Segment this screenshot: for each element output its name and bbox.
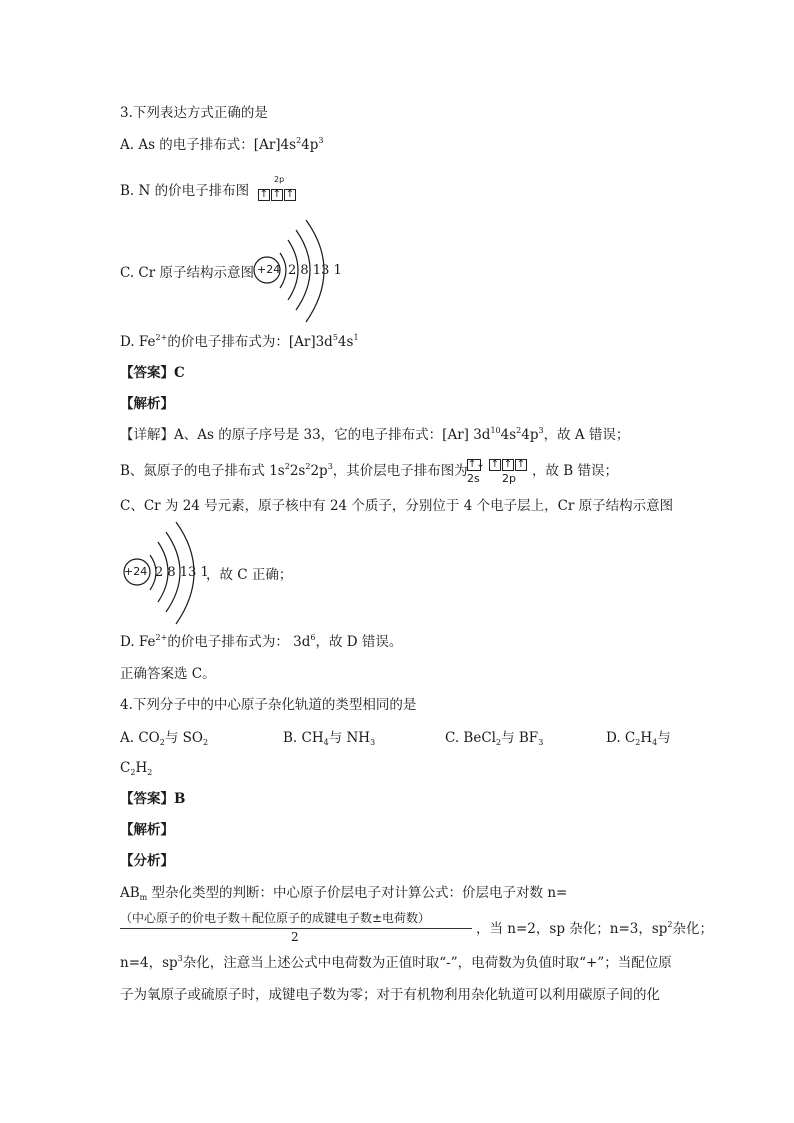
nucleus-label: +24: [124, 565, 148, 578]
q4-after-fraction: ，当 n=2，sp 杂化；n=3，$sp^2$杂化；: [476, 920, 714, 937]
q3-answer: 【答案】C: [120, 365, 185, 381]
orbital-label-2p: 2p: [274, 175, 285, 184]
orbital-label-2s: 2s: [467, 472, 480, 485]
q4-option-d-continued: $C_2H_2$: [120, 760, 153, 777]
orbital-box-2s: ↑↓: [468, 459, 485, 470]
q3-option-a: A. As 的电子排布式：$[Ar]4s^24p^3$: [120, 136, 324, 153]
orbital-box: ↑: [259, 189, 269, 200]
fraction-bar: [120, 928, 472, 929]
q4-option-a: A. $CO_2$与 $SO_2$: [120, 730, 209, 747]
q3-option-d: D. $Fe^{2+}$的价电子排布式为：$[Ar]3d^54s^1$: [120, 333, 359, 350]
fraction-numerator: （中心原子的价电子数＋配位原子的成键电子数±电荷数）: [120, 911, 431, 925]
q3-detail-a: 【详解】A、As 的原子序号是 33，它的电子排布式：[Ar] $3d^{10}4s^24p^3$，故 A 错误；: [120, 426, 630, 443]
q4-option-d: D. $C_2H_4$与: [606, 730, 671, 747]
q4-option-b: B. $CH_4$与 $NH_3$: [283, 730, 376, 747]
q3-detail-c-tail: ，故 C 正确；: [206, 567, 293, 583]
q4-answer: 【答案】B: [120, 791, 186, 807]
orbital-box: ↑: [503, 459, 513, 470]
shell-electrons: 2 8 13 1: [288, 263, 342, 278]
q3-detail-b-tail: ，故 B 错误；: [532, 463, 619, 479]
orbital-box: ↑: [490, 459, 500, 470]
q4-fenxi-heading: 【分析】: [120, 853, 174, 869]
q3-conclusion: 正确答案选 C。: [120, 666, 216, 682]
q3-detail-d: D. $Fe^{2+}$的价电子排布式为： $3d^6$，故 D 错误。: [120, 633, 403, 650]
q4-stem: 4.下列分子中的中心原子杂化轨道的类型相同的是: [120, 697, 417, 713]
orbital-label-2p: 2p: [502, 472, 516, 485]
q3-analysis-heading: 【解析】: [120, 396, 174, 412]
orbital-box: ↑: [285, 189, 295, 200]
q4-line2: n=4，$sp^3$杂化，注意当上述公式中电荷数为正值时取“-”，电荷数为负值时取“+”；当配位原: [120, 954, 672, 971]
orbital-box: ↑: [272, 189, 282, 200]
q3-stem: 3.下列表达方式正确的是: [120, 105, 268, 121]
shell-electrons: 2 8 13 1: [155, 565, 209, 580]
fraction-denominator: 2: [291, 930, 299, 944]
q3-detail-b: B、氮原子的电子排布式 $1s^22s^22p^3$，其价层电子排布图为: [120, 462, 468, 479]
orbital-box: ↑: [516, 459, 526, 470]
nucleus-label: +24: [257, 263, 281, 276]
q3-detail-c: C、Cr 为 24 号元素，原子核中有 24 个质子，分别位于 4 个电子层上，Cr 原子结构示意图: [120, 498, 674, 514]
q4-line3: 子为氧原子或硫原子时，成键电子数为零；对于有机物利用杂化轨道可以利用碳原子间的化: [120, 987, 660, 1003]
q3-option-b: B. N 的价电子排布图: [120, 183, 250, 199]
q4-formula-line: $AB_m$ 型杂化类型的判断：中心原子价层电子对计算公式：价层电子对数 n=: [120, 885, 568, 902]
q3-option-c: C. Cr 原子结构示意图: [120, 265, 255, 281]
q4-option-c: C. BeCl$_2$与 $BF_3$: [445, 730, 544, 747]
q4-analysis-heading: 【解析】: [120, 822, 174, 838]
